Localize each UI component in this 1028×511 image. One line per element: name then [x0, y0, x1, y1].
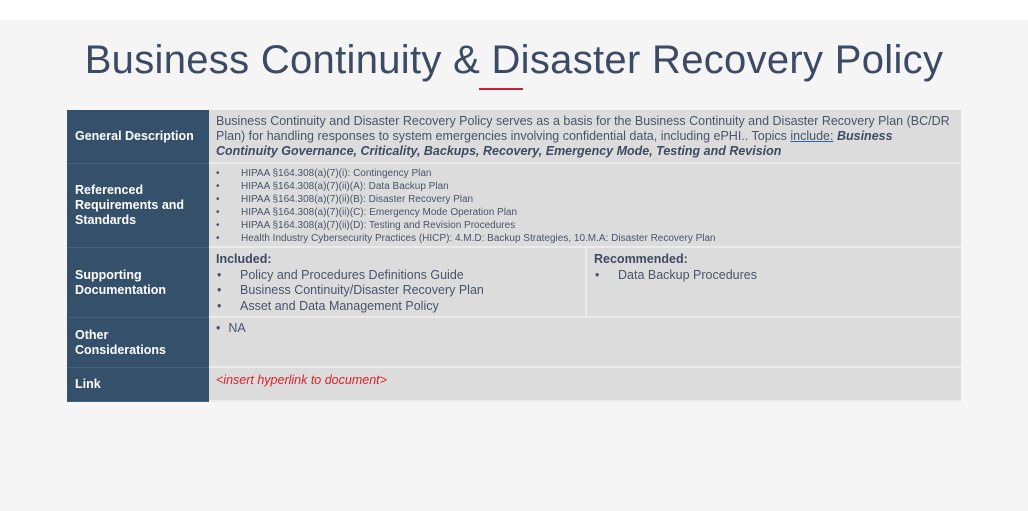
- general-description-text: Business Continuity and Disaster Recovery Policy serves as a basis for the Business Continuity and Disaster Recovery Plan (BC/DR Plan) for handling responses to system emergencies involving confidential data, including ePHI.. Topics: [216, 114, 950, 143]
- link-cell: [209, 368, 961, 402]
- document-hyperlink-placeholder[interactable]: <insert hyperlink to document>: [216, 373, 387, 387]
- supporting-documentation-cell: [209, 248, 961, 318]
- list-item: • Asset and Data Management Policy: [216, 299, 579, 315]
- row-label-general-description: General Description: [67, 110, 209, 164]
- recommended-list: [594, 268, 955, 284]
- list-item: • HIPAA §164.308(a)(7)(ii)(C): Emergency Mode Operation Plan: [216, 206, 955, 219]
- included-heading: Included:: [216, 252, 272, 266]
- topics-list: Business Continuity Governance, Criticality, Backups, Recovery, Emergency Mode, Testing and Revision: [216, 129, 893, 158]
- row-label-referenced-requirements: Referenced Requirements and Standards: [67, 164, 209, 248]
- other-considerations-cell: [209, 318, 961, 368]
- requirements-list: [216, 167, 955, 245]
- list-item: • HIPAA §164.308(a)(7)(ii)(D): Testing and Revision Procedures: [216, 219, 955, 232]
- row-label-supporting-documentation: Supporting Documentation: [67, 248, 209, 318]
- row-label-other-considerations: Other Considerations: [67, 318, 209, 368]
- list-item: • Policy and Procedures Definitions Guide: [216, 268, 579, 284]
- row-label-link: Link: [67, 368, 209, 402]
- list-item: • HIPAA §164.308(a)(7)(ii)(A): Data Backup Plan: [216, 180, 955, 193]
- included-column: [209, 248, 585, 316]
- list-item: • HIPAA §164.308(a)(7)(ii)(B): Disaster Recovery Plan: [216, 193, 955, 206]
- policy-table: [67, 110, 961, 402]
- other-considerations-value: NA: [228, 321, 246, 335]
- recommended-column: [585, 248, 961, 316]
- referenced-requirements-cell: [209, 164, 961, 248]
- recommended-heading: Recommended:: [594, 252, 688, 266]
- slide-title: Business Continuity & Disaster Recovery Policy: [84, 38, 944, 82]
- slide-top-strip: [0, 0, 1028, 20]
- list-item: • Health Industry Cybersecurity Practices (HICP): 4.M.D: Backup Strategies, 10.M.A: Disaster Recovery Plan: [216, 232, 955, 245]
- spellcheck-underline: [479, 88, 523, 90]
- included-list: [216, 268, 579, 315]
- list-item: • HIPAA §164.308(a)(7)(i): Contingency Plan: [216, 167, 955, 180]
- topics-link[interactable]: include:: [790, 129, 834, 143]
- list-item: • Data Backup Procedures: [594, 268, 955, 284]
- list-item: • Business Continuity/Disaster Recovery Plan: [216, 283, 579, 299]
- bullet: •: [216, 321, 221, 335]
- general-description-cell: [209, 110, 961, 164]
